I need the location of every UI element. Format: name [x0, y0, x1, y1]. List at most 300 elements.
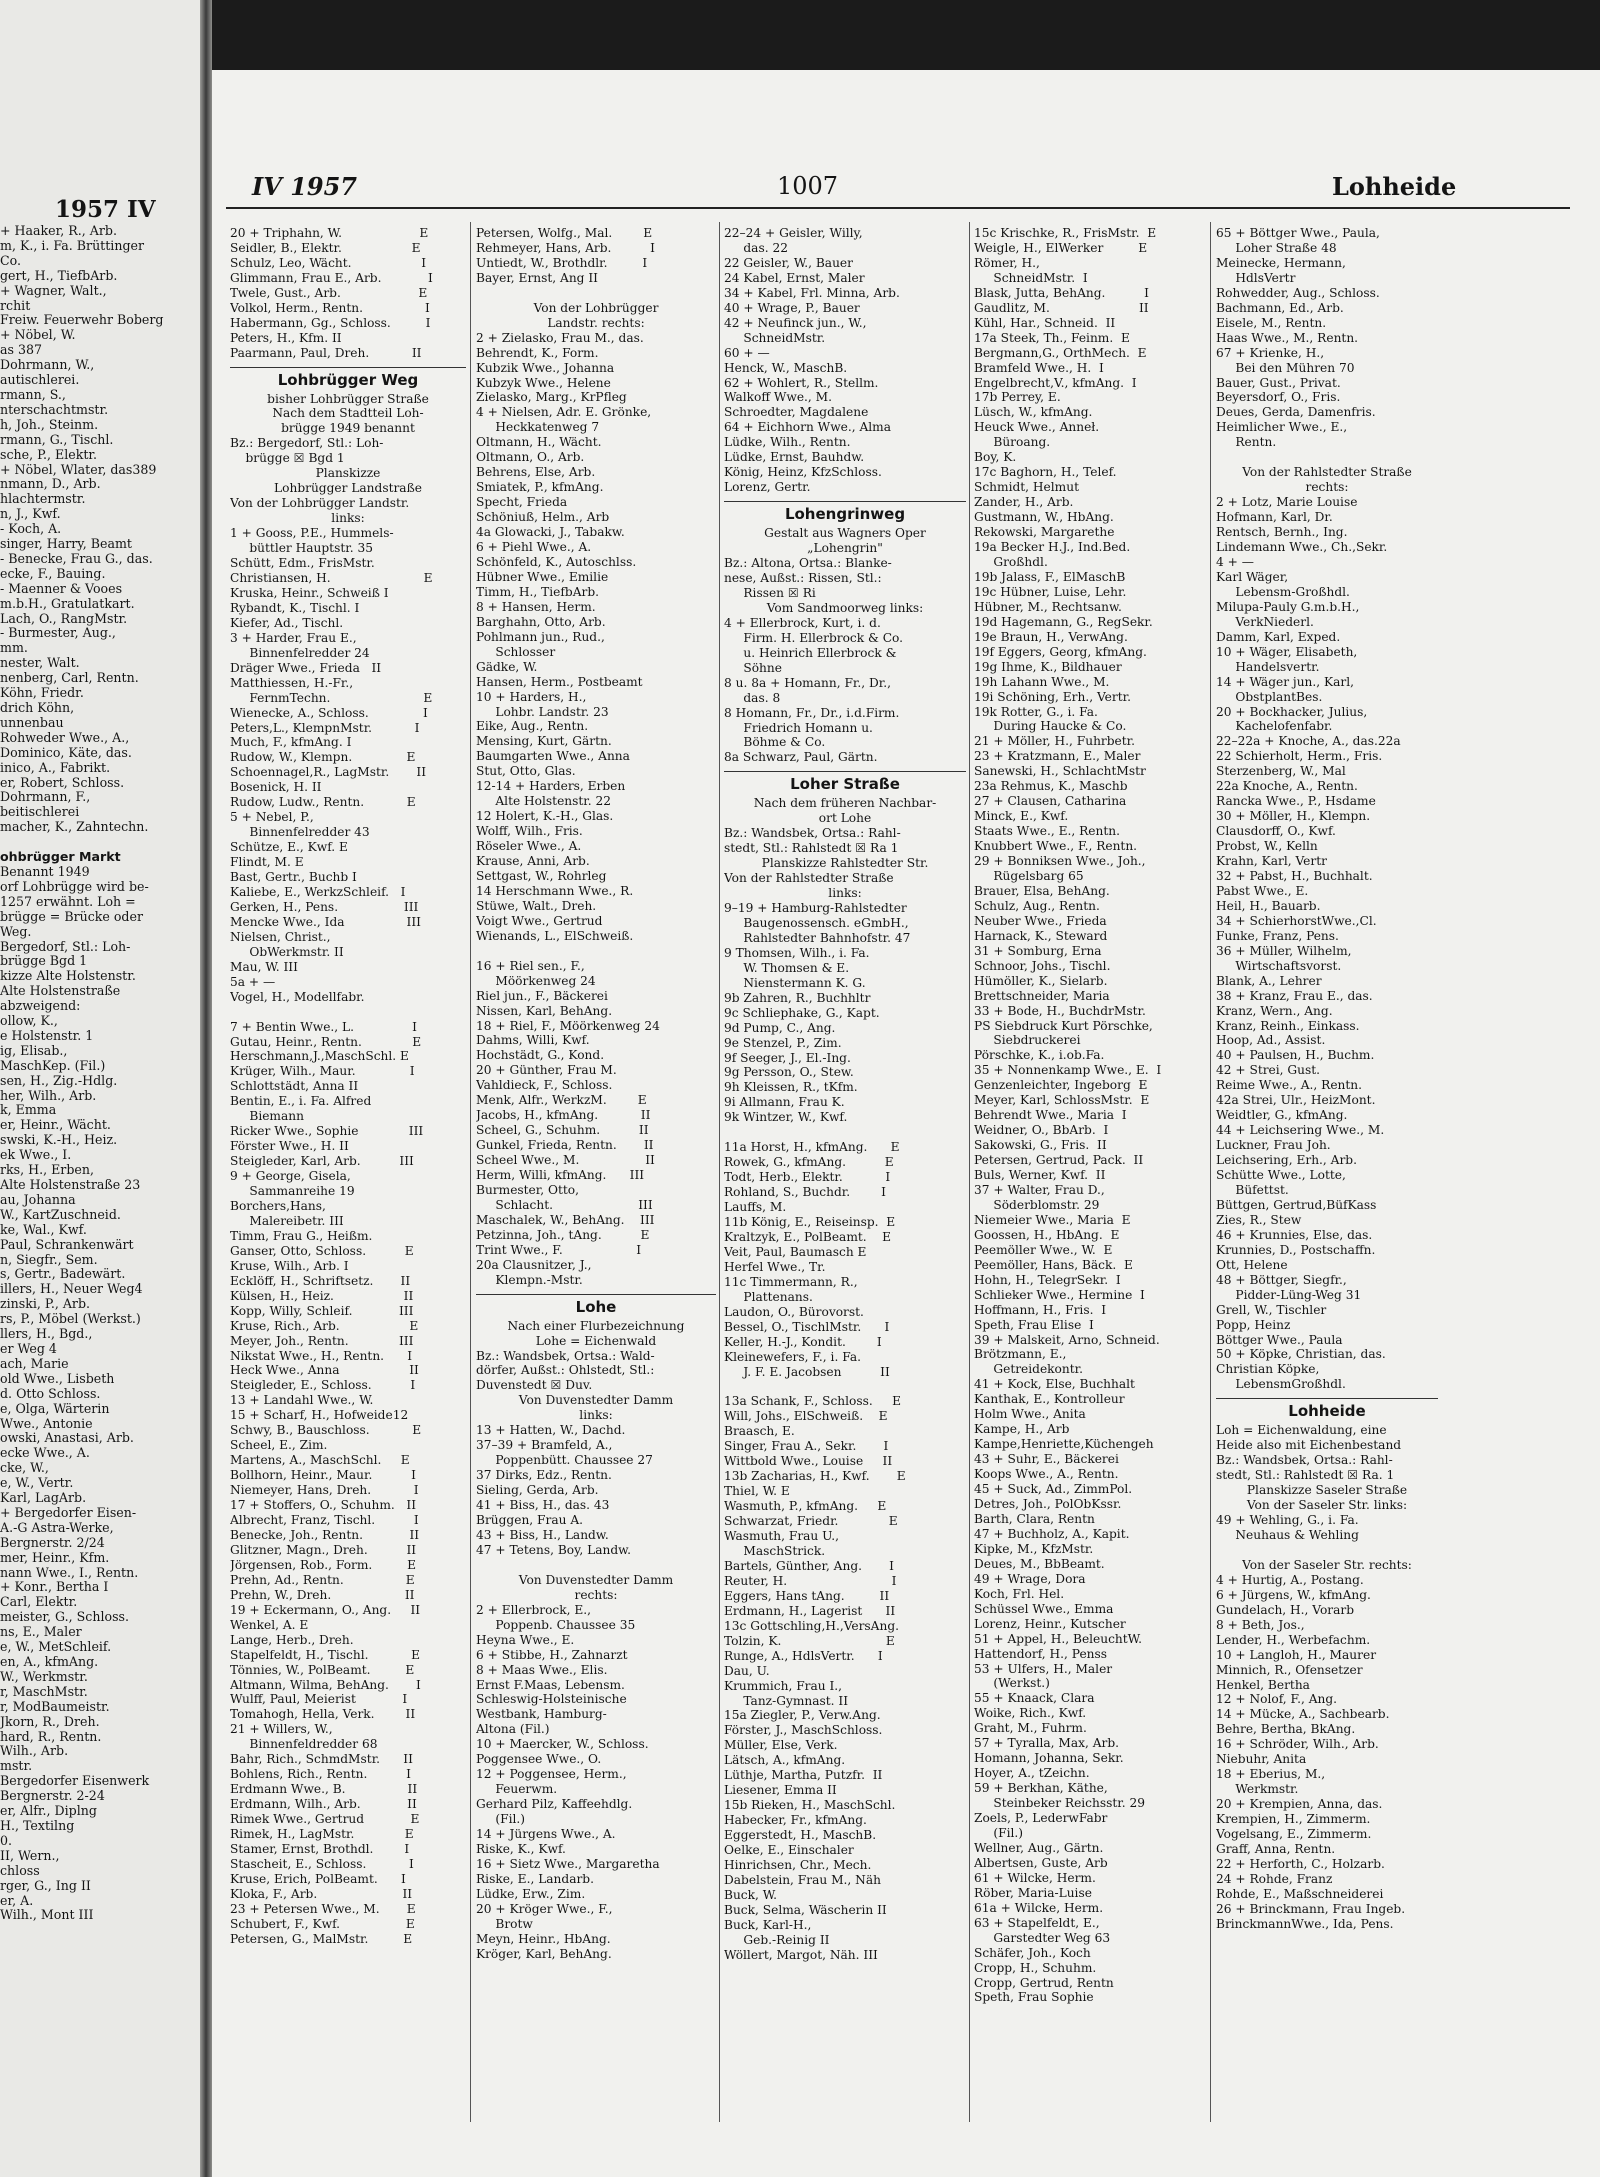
directory-entry: Mensing, Kurt, Gärtn. — [476, 734, 612, 749]
previous-page-line: chloss — [0, 1863, 40, 1878]
directory-entry: Lender, H., Werbefachm. — [1216, 1632, 1371, 1647]
directory-entry: 10 + Maercker, W., Schloss. — [476, 1737, 649, 1752]
previous-page-line: k, Emma — [0, 1103, 57, 1118]
previous-page-line: Freiw. Feuerwehr Boberg — [0, 313, 164, 328]
directory-entry: Zies, R., Stew — [1216, 1212, 1302, 1227]
directory-entry: 9d Pump, C., Ang. — [724, 1020, 836, 1035]
directory-entry: Hoop, Ad., Assist. — [1216, 1033, 1326, 1048]
directory-entry: 14 + Wäger jun., Karl, — [1216, 674, 1354, 689]
directory-entry: 64 + Eichhorn Wwe., Alma — [724, 420, 891, 435]
directory-entry: 19 + Eckermann, O., Ang. II — [230, 1602, 421, 1617]
previous-page-line: rchit — [0, 298, 31, 313]
directory-entry: ObstplantBes. — [1216, 689, 1323, 704]
directory-entry: Neuhaus & Wehling — [1216, 1527, 1359, 1542]
directory-entry: Vogelsang, E., Zimmerm. — [1216, 1827, 1372, 1842]
directory-entry: Rancka Wwe., P., Hsdame — [1216, 794, 1376, 809]
directory-entry: Baumgarten Wwe., Anna — [476, 749, 630, 764]
directory-entry: Gerhard Pilz, Kaffeehdlg. — [476, 1797, 633, 1812]
directory-entry: Geb.-Reinig II — [724, 1932, 830, 1947]
previous-page-line: as 387 — [0, 343, 43, 358]
directory-entry: 19e Braun, H., VerwAng. — [974, 629, 1128, 644]
directory-entry: 50 + Köpke, Christian, das. — [1216, 1347, 1386, 1362]
directory-entry: Böhme & Co. — [724, 735, 826, 750]
directory-entry: Schroedter, Magdalene — [724, 405, 869, 420]
running-header-left: IV 1957 — [252, 172, 357, 201]
directory-entry: BrinckmannWwe., Ida, Pens. — [1216, 1916, 1394, 1931]
directory-entry: Schleswig-Holsteinische — [476, 1692, 627, 1707]
directory-entry: 21 + Willers, W., — [230, 1722, 333, 1737]
directory-entry: 23 + Petersen Wwe., M. E — [230, 1901, 416, 1916]
directory-entry: 20 + Krempien, Anna, das. — [1216, 1797, 1383, 1812]
directory-entry: 21 + Möller, H., Fuhrbetr. — [974, 734, 1136, 749]
directory-entry: 12 + Nolof, F., Ang. — [1216, 1692, 1338, 1707]
directory-entry: 8 + Beth, Jos., — [1216, 1617, 1305, 1632]
directory-entry: 34 + SchierhorstWwe.,Cl. — [1216, 913, 1377, 928]
directory-entry: 22 Geisler, W., Bauer — [724, 255, 853, 270]
directory-entry: Seidler, B., Elektr. E — [230, 240, 421, 255]
directory-entry: Tönnies, W., PolBeamt. E — [230, 1662, 415, 1677]
directory-entry: Hattendorf, H., Penss — [974, 1646, 1108, 1661]
directory-entry: 9 + George, Gisela, — [230, 1169, 351, 1184]
directory-entry: 42 + Neufinck jun., W., — [724, 315, 867, 330]
previous-page-line: Alte Holstenstraße 23 — [0, 1178, 141, 1192]
directory-entry: Damm, Karl, Exped. — [1216, 629, 1341, 644]
directory-entry: 49 + Wrage, Dora — [974, 1571, 1086, 1586]
directory-entry: Settgast, W., Rohrleg — [476, 868, 607, 883]
directory-entry: Wasmuth, P., kfmAng. E — [724, 1499, 887, 1514]
directory-entry: 40 + Wrage, P., Bauer — [724, 300, 860, 315]
previous-page-line: er Weg 4 — [0, 1341, 57, 1356]
previous-page-line: 0. — [0, 1833, 13, 1848]
directory-entry: 19i Schöning, Erh., Vertr. — [974, 689, 1131, 704]
directory-entry: Barghahn, Otto, Arb. — [476, 614, 606, 629]
column-divider — [719, 222, 720, 2122]
directory-entry: Nikstat Wwe., H., Rentn. I — [230, 1348, 413, 1363]
directory-entry: Oltmann, O., Arb. — [476, 450, 585, 465]
directory-entry: Sieling, Gerda, Arb. — [476, 1483, 599, 1498]
directory-entry: Bartels, Günther, Ang. I — [724, 1558, 894, 1573]
directory-entry: Gunkel, Frieda, Rentn. II — [476, 1138, 654, 1153]
directory-entry: 37–39 + Bramfeld, A., — [476, 1438, 613, 1453]
previous-page-line: mer, Heinr., Kfm. — [0, 1550, 110, 1565]
directory-entry: Kruse, Erich, PolBeamt. I — [230, 1871, 406, 1886]
directory-entry: MaschStrick. — [724, 1543, 826, 1558]
directory-entry: 44 + Leichsering Wwe., M. — [1216, 1123, 1385, 1138]
directory-entry: Speth, Frau Sophie — [974, 1990, 1094, 2005]
street-heading: Lohheide — [1216, 1398, 1438, 1419]
section-note: Planskizze Saseler Straße — [1246, 1483, 1408, 1498]
previous-page-line: au, Johanna — [0, 1192, 76, 1207]
section-note: rechts: — [574, 1587, 618, 1602]
directory-entry: 17c Baghorn, H., Telef. — [974, 465, 1117, 480]
previous-page-line: llers, H., Bgd., — [0, 1327, 93, 1342]
section-note: „Lohengrin" — [807, 541, 883, 556]
directory-entry: Boy, K. — [974, 450, 1017, 465]
directory-entry: Wienands, L., ElSchweiß. — [476, 928, 634, 943]
directory-entry: Firm. H. Ellerbrock & Co. — [724, 630, 904, 645]
directory-entry: 17 + Stoffers, O., Schuhm. II — [230, 1498, 417, 1513]
directory-entry: Timm, H., TiefbArb. — [476, 584, 599, 599]
directory-entry: Großhdl. — [974, 554, 1048, 569]
directory-entry: Schäfer, Joh., Koch — [974, 1945, 1091, 1960]
directory-entry: Gaudlitz, M. II — [974, 300, 1149, 315]
directory-entry: Schubert, F., Kwf. E — [230, 1916, 415, 1931]
directory-entry: Kampe, H., Arb — [974, 1422, 1070, 1437]
directory-entry: 6 + Stibbe, H., Zahnarzt — [476, 1647, 628, 1662]
directory-entry: 20 + Günther, Frau M. — [476, 1063, 617, 1078]
directory-entry: Burmester, Otto, — [476, 1183, 579, 1197]
directory-entry: Kühl, Har., Schneid. II — [974, 315, 1116, 330]
previous-page-line: rs, P., Möbel (Werkst.) — [0, 1312, 141, 1327]
directory-entry: Albrecht, Franz, Tischl. I — [230, 1513, 419, 1528]
directory-entry: 32 + Pabst, H., Buchhalt. — [1216, 868, 1373, 883]
directory-entry: 4 + Hurtig, A., Postang. — [1216, 1572, 1364, 1587]
directory-entry: 34 + Kabel, Frl. Minna, Arb. — [724, 285, 900, 300]
directory-entry: Minnich, R., Ofensetzer — [1216, 1662, 1363, 1677]
directory-entry: 39 + Malskeit, Arno, Schneid. — [974, 1332, 1160, 1347]
directory-entry: Schwy, B., Bauschloss. E — [230, 1423, 422, 1438]
directory-entry: Kruse, Wilh., Arb. I — [230, 1258, 349, 1273]
directory-entry: 37 + Walter, Frau D., — [974, 1183, 1105, 1197]
directory-entry: Schmidt, Helmut — [974, 480, 1079, 495]
directory-entry: Barth, Clara, Rentn — [974, 1511, 1095, 1526]
directory-entry: Meyn, Heinr., HbAng. — [476, 1931, 611, 1946]
directory-entry: 35 + Nonnenkamp Wwe., E. I — [974, 1063, 1162, 1078]
directory-entry: 9 Thomsen, Wilh., i. Fa. — [724, 945, 870, 960]
directory-entry: Kröger, Karl, BehAng. — [476, 1946, 612, 1961]
directory-entry: Binnenfelredder 24 — [230, 645, 370, 660]
directory-entry: Schlacht. III — [476, 1197, 653, 1212]
previous-page-line: + Wagner, Walt., — [0, 283, 107, 298]
directory-entry: 47 + Buchholz, A., Kapit. — [974, 1526, 1130, 1541]
directory-entry: Steigleder, Karl, Arb. III — [230, 1154, 414, 1169]
previous-page-line: er, A. — [0, 1893, 34, 1908]
directory-entry: Gutau, Heinr., Rentn. E — [230, 1034, 422, 1049]
directory-entry: Bentin, E., i. Fa. Alfred — [230, 1094, 372, 1109]
directory-entry: Rimek Wwe., Gertrud E — [230, 1812, 420, 1827]
directory-entry: Beyersdorf, O., Fris. — [1216, 390, 1341, 405]
directory-entry: Krause, Anni, Arb. — [476, 854, 590, 869]
directory-entry: 24 + Rohde, Franz — [1216, 1871, 1333, 1886]
directory-entry: Peemöller Wwe., W. E — [974, 1242, 1113, 1257]
directory-entry: Sammanreihe 19 — [230, 1184, 355, 1199]
directory-entry: Neuber Wwe., Frieda — [974, 913, 1107, 928]
directory-entry: Pohlmann jun., Rud., — [476, 629, 605, 644]
directory-entry: Glitzner, Magn., Dreh. II — [230, 1542, 417, 1557]
directory-entry: 27 + Clausen, Catharina — [974, 794, 1127, 809]
directory-entry: Kranz, Wern., Ang. — [1216, 1003, 1333, 1018]
previous-page-line: rks, H., Erben, — [0, 1163, 94, 1178]
directory-entry: 11a Horst, H., kfmAng. E — [724, 1140, 900, 1155]
directory-entry: Söhne — [724, 660, 782, 675]
directory-entry: Prehn, W., Dreh. II — [230, 1587, 415, 1602]
directory-entry: Twele, Gust., Arb. E — [230, 285, 428, 300]
directory-entry: Sakowski, G., Fris. II — [974, 1138, 1107, 1153]
directory-entry: Maschalek, W., BehAng. III — [476, 1212, 655, 1227]
directory-entry: Heyna Wwe., E. — [476, 1632, 575, 1647]
directory-entry: Habecker, Fr., kfmAng. — [724, 1813, 867, 1828]
directory-entry: Peemöller, Hans, Bäck. E — [974, 1257, 1133, 1272]
directory-entry: Schönfeld, K., Autoschlss. — [476, 554, 637, 569]
directory-entry: Weidtler, G., kfmAng. — [1216, 1108, 1348, 1123]
previous-page-line: Carl, Elektr. — [0, 1595, 78, 1610]
directory-entry — [1216, 450, 1438, 465]
directory-entry: Pörschke, K., i.ob.Fa. — [974, 1048, 1105, 1063]
directory-entry: Lüsch, W., kfmAng. — [974, 405, 1093, 420]
previous-page-line: meister, G., Schloss. — [0, 1610, 129, 1625]
directory-entry: Bz.: Altona, Ortsa.: Blanke- — [724, 556, 892, 571]
previous-page-line: singer, Harry, Beamt — [0, 537, 132, 552]
directory-entry: 4a Glowacki, J., Tabakw. — [476, 525, 625, 540]
directory-entry: Rügelsbarg 65 — [974, 868, 1084, 883]
section-note: links: — [828, 886, 862, 901]
directory-entry: (Fil.) — [974, 1825, 1024, 1840]
book-gutter — [200, 0, 212, 2177]
previous-page-line: Bergnerstr. 2-24 — [0, 1789, 105, 1804]
directory-entry: Blask, Jutta, BehAng. I — [974, 285, 1149, 300]
directory-entry: Loher Straße 48 — [1216, 240, 1337, 255]
directory-entry: Borchers,Hans, — [230, 1199, 326, 1213]
directory-entry: Kachelofenfabr. — [1216, 719, 1333, 734]
directory-entry: Rekowski, Margarethe — [974, 525, 1115, 540]
previous-page-line: Dominico, Käte, das. — [0, 745, 132, 760]
column-4 — [974, 226, 1208, 2005]
directory-entry: Biemann — [230, 1109, 304, 1124]
previous-page-line: MaschKep. (Fil.) — [0, 1058, 106, 1073]
previous-page-line: er, Robert, Schloss. — [0, 775, 125, 790]
directory-entry: Thiel, W. E — [724, 1484, 790, 1499]
directory-entry: Werkmstr. — [1216, 1782, 1299, 1797]
directory-entry: das. 22 — [724, 240, 788, 255]
directory-entry: Gustmann, W., HbAng. — [974, 510, 1114, 525]
directory-entry: Röber, Maria-Luise — [974, 1885, 1092, 1900]
previous-page-line: h, Joh., Steinm. — [0, 417, 99, 432]
directory-entry: Petersen, Wolfg., Mal. E — [476, 226, 653, 240]
previous-page-line: macher, K., Zahntechn. — [0, 820, 149, 835]
directory-entry: 10 + Langloh, H., Maurer — [1216, 1647, 1377, 1662]
directory-entry: Schlosser — [476, 644, 556, 659]
previous-page-line: nester, Walt. — [0, 656, 80, 671]
directory-entry: Altmann, Wilma, BehAng. I — [230, 1677, 421, 1692]
directory-entry: Brötzmann, E., — [974, 1347, 1067, 1362]
directory-entry: das. 8 — [724, 690, 781, 705]
previous-page-line: A.-G Astra-Werke, — [0, 1520, 114, 1535]
directory-entry: Sanewski, H., SchlachtMstr — [974, 764, 1146, 779]
directory-entry: Will, Johs., ElSchweiß. E — [724, 1409, 888, 1424]
previous-page-line: gert, H., TiefbArb. — [0, 268, 118, 283]
directory-entry: stedt, Stl.: Rahlstedt ☒ Ra 1 — [724, 841, 899, 856]
directory-entry: 36 + Müller, Wilhelm, — [1216, 943, 1352, 958]
directory-entry: Zielasko, Marg., KrPfleg — [476, 390, 627, 405]
directory-entry: Müller, Else, Verk. — [724, 1738, 838, 1753]
directory-entry: Much, F., kfmAng. I — [230, 735, 352, 750]
previous-page-line: er, Alfr., Diplng — [0, 1804, 97, 1819]
section-note: brügge 1949 benannt — [281, 421, 415, 436]
directory-entry: 42 + Strei, Gust. — [1216, 1063, 1321, 1078]
section-note: Von der Saseler Str. rechts: — [1242, 1557, 1412, 1572]
directory-entry: büttler Hauptstr. 35 — [230, 541, 373, 556]
directory-entry: Koops Wwe., A., Rentn. — [974, 1467, 1119, 1482]
directory-entry: Heckkatenweg 7 — [476, 420, 600, 435]
section-note: bisher Lohbrügger Straße — [267, 391, 429, 406]
directory-entry: Loh = Eichenwaldung, eine — [1216, 1423, 1387, 1438]
directory-entry — [476, 286, 716, 301]
directory-entry: 15a Ziegler, P., Verw.Ang. — [724, 1708, 881, 1723]
directory-entry: During Haucke & Co. — [974, 719, 1127, 734]
previous-page-line: II, Wern., — [0, 1848, 60, 1863]
directory-entry: SchneidMstr. — [724, 330, 826, 345]
section-note: Gestalt aus Wagners Oper — [764, 526, 926, 541]
directory-entry: Krummich, Frau I., — [724, 1678, 843, 1693]
directory-entry: Dabelstein, Frau M., Näh — [724, 1872, 881, 1887]
directory-entry: Lorenz, Heinr., Kutscher — [974, 1616, 1126, 1631]
directory-entry: Hofmann, Karl, Dr. — [1216, 510, 1333, 525]
directory-entry: Rudow, W., Klempn. E — [230, 750, 416, 765]
directory-entry: 29 + Bonniksen Wwe., Joh., — [974, 854, 1146, 869]
directory-entry: Weidner, O., BbArb. I — [974, 1123, 1109, 1138]
directory-entry: Dau, U. — [724, 1663, 770, 1678]
directory-entry: Stascheit, E., Schloss. I — [230, 1856, 414, 1871]
directory-entry: 8 u. 8a + Homann, Fr., Dr., — [724, 675, 892, 690]
directory-entry: Lebensm-Großhdl. — [1216, 584, 1350, 599]
directory-entry: Schnoor, Johs., Tischl. — [974, 958, 1111, 973]
directory-entry: Behrendt, K., Form. — [476, 345, 599, 360]
column-divider — [470, 222, 471, 2122]
previous-page-line: - Benecke, Frau G., das. — [0, 551, 153, 566]
previous-page-line: nenberg, Carl, Rentn. — [0, 671, 139, 686]
directory-entry: Popp, Heinz — [1216, 1317, 1291, 1332]
directory-entry: Riel jun., F., Bäckerei — [476, 988, 608, 1003]
directory-entry: Timm, Frau G., Heißm. — [230, 1228, 373, 1243]
directory-entry: Schlieker Wwe., Hermine I — [974, 1287, 1145, 1302]
directory-entry: 38 + Kranz, Frau E., das. — [1216, 988, 1373, 1003]
directory-entry: 45 + Suck, Ad., ZimmPol. — [974, 1482, 1133, 1497]
directory-entry: Baugenossensch. eGmbH., — [724, 915, 909, 930]
directory-entry: 11b König, E., Reiseinsp. E — [724, 1215, 896, 1229]
page-number: 1007 — [777, 172, 839, 200]
directory-entry: 31 + Somburg, Erna — [974, 943, 1102, 958]
directory-entry: 19a Becker H.J., Ind.Bed. — [974, 540, 1131, 555]
directory-entry: 1 + Gooss, P.E., Hummels- — [230, 526, 394, 541]
directory-entry: 12 Holert, K.-H., Glas. — [476, 809, 614, 824]
previous-page-line: brügge Bgd 1 — [0, 954, 88, 969]
directory-entry: Singer, Frau A., Sekr. I — [724, 1439, 889, 1454]
previous-page-line: inico, A., Fabrikt. — [0, 760, 111, 775]
directory-entry: Henkel, Bertha — [1216, 1677, 1310, 1692]
directory-entry: Eggers, Hans tAng. II — [724, 1588, 890, 1603]
previous-page-line: Lach, O., RangMstr. — [0, 611, 128, 626]
directory-entry: Meyer, Joh., Rentn. III — [230, 1333, 414, 1348]
previous-page-line: illers, H., Neuer Weg4 — [0, 1282, 143, 1297]
directory-entry: Petzinna, Joh., tAng. E — [476, 1227, 650, 1242]
directory-entry: Bei den Mühren 70 — [1216, 360, 1355, 375]
column-3 — [724, 226, 966, 1963]
directory-entry: Binnenfeldredder 68 — [230, 1737, 378, 1752]
directory-entry: 4 + Nielsen, Adr. E. Grönke, — [476, 405, 652, 420]
directory-entry: Nielsen, Christ., — [230, 929, 331, 944]
previous-page-line: Bergedorf, Stl.: Loh- — [0, 939, 131, 954]
directory-entry: Steinbeker Reichsstr. 29 — [974, 1796, 1145, 1811]
directory-entry: FernmTechn. E — [230, 690, 433, 705]
previous-page-line: Wwe., Antonie — [0, 1416, 93, 1431]
directory-entry: 2 + Ellerbrock, E., — [476, 1602, 592, 1617]
directory-entry: Lüdke, Wilh., Rentn. — [724, 435, 851, 450]
previous-page-line: Bergedorfer Eisenwerk — [0, 1774, 150, 1789]
directory-entry: Untiedt, W., Brothdlr. I — [476, 255, 648, 270]
directory-entry: 4 + — — [1216, 554, 1254, 569]
previous-page-line: - Burmester, Aug., — [0, 626, 116, 641]
directory-entry: Klempn.-Mstr. — [476, 1272, 583, 1287]
directory-entry: 14 Herschmann Wwe., R. — [476, 883, 634, 898]
directory-entry: Vogel, H., Modellfabr. — [230, 989, 365, 1004]
directory-entry: Henck, W., MaschB. — [724, 360, 848, 375]
directory-entry: Böttger Wwe., Paula — [1216, 1332, 1343, 1347]
directory-entry: 19b Jalass, F., ElMaschB — [974, 569, 1126, 584]
directory-entry: Bosenick, H. II — [230, 780, 322, 795]
previous-page-line: rmann, G., Tischl. — [0, 432, 114, 447]
directory-entry: Büttgen, Gertrud,BüfKass — [1216, 1197, 1377, 1212]
directory-entry: 19g Ihme, K., Bildhauer — [974, 659, 1122, 674]
directory-entry: Habermann, Gg., Schloss. I — [230, 315, 431, 330]
directory-entry: Wenkel, A. E — [230, 1617, 309, 1632]
previous-page-line: owski, Anastasi, Arb. — [0, 1431, 134, 1446]
previous-page-line: old Wwe., Lisbeth — [0, 1371, 115, 1386]
directory-entry: Kiefer, Ad., Tischl. — [230, 615, 344, 630]
section-note: rechts: — [1305, 480, 1349, 495]
directory-entry: Heck Wwe., Anna II — [230, 1363, 419, 1378]
directory-entry: Bz.: Wandsbek, Ortsa.: Rahl- — [724, 826, 901, 841]
directory-entry: Wulff, Paul, Meierist I — [230, 1692, 408, 1707]
directory-entry: Detres, Joh., PolObKssr. — [974, 1497, 1122, 1512]
directory-entry: Tomahogh, Hella, Verk. II — [230, 1707, 416, 1722]
directory-entry: 17a Steek, Th., Feinm. E — [974, 330, 1130, 345]
previous-page-line: s, Gertr., Badewärt. — [0, 1267, 126, 1282]
directory-entry — [476, 944, 716, 959]
directory-entry: Deues, Gerda, Damenfris. — [1216, 405, 1376, 420]
directory-entry: Brüggen, Frau A. — [476, 1513, 583, 1528]
directory-entry: Meinecke, Hermann, — [1216, 255, 1346, 270]
directory-entry: 9b Zahren, R., Buchhltr — [724, 990, 871, 1005]
previous-page-line: Rohweder Wwe., A., — [0, 730, 130, 745]
directory-entry: König, Heinz, KfzSchloss. — [724, 465, 882, 480]
directory-entry: 53 + Ulfers, H., Maler — [974, 1661, 1113, 1676]
directory-entry: 43 + Suhr, E., Bäckerei — [974, 1452, 1119, 1467]
directory-entry: Bergmann,G., OrthMech. E — [974, 345, 1147, 360]
directory-entry: u. Heinrich Ellerbrock & — [724, 645, 897, 660]
street-heading: Lohengrinweg — [724, 501, 966, 522]
directory-entry: Glimmann, Frau E., Arb. I — [230, 270, 433, 285]
directory-entry: Harnack, K., Steward — [974, 928, 1108, 943]
directory-entry: Oltmann, H., Wächt. — [476, 435, 602, 450]
directory-entry: 11c Timmermann, R., — [724, 1274, 858, 1289]
directory-entry: 5a + — — [230, 974, 276, 989]
directory-entry: Herm, Willi, kfmAng. III — [476, 1168, 645, 1183]
previous-page-line: kizze Alte Holstenstr. — [0, 969, 136, 984]
directory-entry: Voigt Wwe., Gertrud — [476, 913, 603, 928]
directory-entry: Volkol, Herm., Rentn. I — [230, 300, 430, 315]
directory-entry: Peters, H., Kfm. II — [230, 330, 342, 345]
directory-entry: Albertsen, Guste, Arb — [974, 1855, 1108, 1870]
directory-entry: Dahms, Willi, Kwf. — [476, 1033, 590, 1048]
directory-entry: Kubzik Wwe., Johanna — [476, 360, 615, 375]
section-note: Von Duvenstedter Damm — [518, 1572, 674, 1587]
directory-entry: (Fil.) — [476, 1812, 526, 1827]
previous-page-line: beitischlerei — [0, 805, 80, 820]
directory-entry: Runge, A., HdlsVertr. I — [724, 1648, 883, 1663]
previous-page-line: Alte Holstenstraße — [0, 984, 121, 999]
previous-page-line: Wilh., Arb. — [0, 1744, 69, 1759]
directory-entry: Karl Wäger, — [1216, 569, 1289, 584]
